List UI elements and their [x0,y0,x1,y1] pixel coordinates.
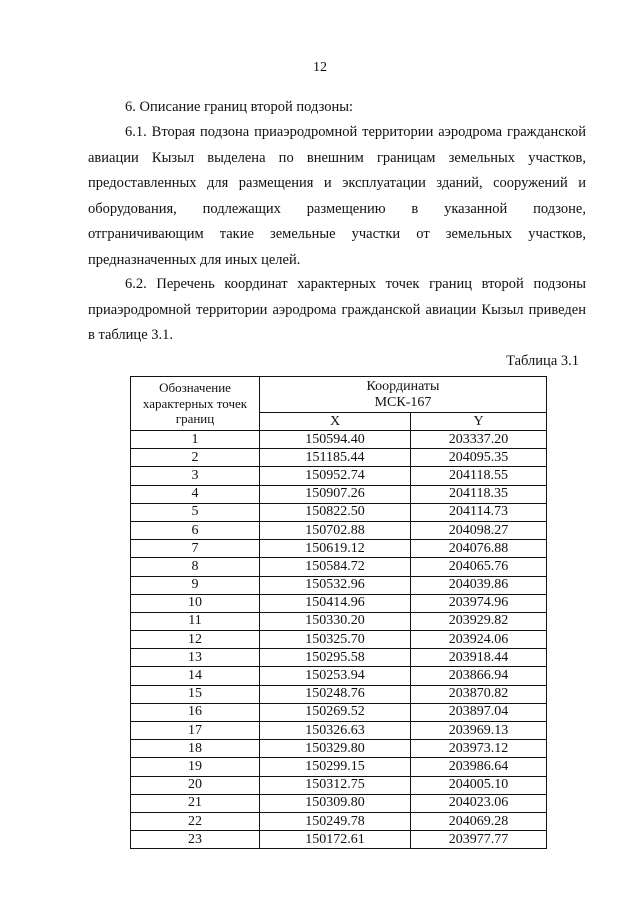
y-coordinate-cell: 203977.77 [411,831,547,849]
table-row [131,776,547,794]
y-coordinate-cell: 203870.82 [411,685,547,703]
header-y: Y [411,413,547,431]
x-coordinate-cell: 150329.80 [260,740,411,758]
x-coordinate-cell: 150312.75 [260,776,411,794]
x-coordinate-cell: 150253.94 [260,667,411,685]
point-number-cell: 3 [131,467,260,485]
x-coordinate-cell: 150172.61 [260,831,411,849]
table-caption: Таблица 3.1 [506,353,579,369]
y-coordinate-cell: 204039.86 [411,576,547,594]
table-row [131,703,547,721]
table-row [131,685,547,703]
y-coordinate-cell: 203986.64 [411,758,547,776]
point-number-cell: 9 [131,576,260,594]
y-coordinate-cell: 204065.76 [411,558,547,576]
point-number-cell: 21 [131,794,260,812]
table-row [131,576,547,594]
y-coordinate-cell: 204005.10 [411,776,547,794]
x-coordinate-cell: 150269.52 [260,703,411,721]
point-number-cell: 23 [131,831,260,849]
header-coordinates-label: Координаты [366,378,440,394]
table-row [131,612,547,630]
x-coordinate-cell: 150822.50 [260,503,411,521]
table-row [131,794,547,812]
y-coordinate-cell: 204098.27 [411,521,547,539]
point-number-cell: 13 [131,649,260,667]
header-designation: Обозначение характерных точек границ [131,377,260,431]
paragraph-6-1: 6.1. Вторая подзона приаэродромной территории аэродрома гражданской авиации Кызыл выделена по внешним границам земельных участков, предоставленных для размещения и эксплуатации зданий, сооружений и оборудования, подлежащих размещению в указанной подзоне, отграничивающим такие земельные участки от земельных участков, предназначенных для иных целей. [88,124,586,268]
y-coordinate-cell: 204118.55 [411,467,547,485]
y-coordinate-cell: 203866.94 [411,667,547,685]
point-number-cell: 15 [131,685,260,703]
point-number-cell: 5 [131,503,260,521]
x-coordinate-cell: 150248.76 [260,685,411,703]
table-body [131,431,547,849]
table-row [131,467,547,485]
x-coordinate-cell: 150532.96 [260,576,411,594]
point-number-cell: 1 [131,431,260,449]
y-coordinate-cell: 204114.73 [411,503,547,521]
y-coordinate-cell: 203974.96 [411,594,547,612]
table-row [131,449,547,467]
point-number-cell: 11 [131,612,260,630]
point-number-cell: 20 [131,776,260,794]
point-number-cell: 12 [131,631,260,649]
y-coordinate-cell: 203918.44 [411,649,547,667]
coordinates-table [130,376,547,849]
y-coordinate-cell: 204023.06 [411,794,547,812]
x-coordinate-cell: 150702.88 [260,521,411,539]
x-coordinate-cell: 150907.26 [260,485,411,503]
y-coordinate-cell: 204069.28 [411,812,547,830]
header-coordinates [260,377,547,413]
x-coordinate-cell: 150594.40 [260,431,411,449]
y-coordinate-cell: 203929.82 [411,612,547,630]
table-row [131,758,547,776]
point-number-cell: 8 [131,558,260,576]
y-coordinate-cell: 203337.20 [411,431,547,449]
point-number-cell: 18 [131,740,260,758]
x-coordinate-cell: 150414.96 [260,594,411,612]
x-coordinate-cell: 150619.12 [260,540,411,558]
table-row [131,558,547,576]
x-coordinate-cell: 150249.78 [260,812,411,830]
x-coordinate-cell: 150325.70 [260,631,411,649]
table-row [131,540,547,558]
point-number-cell: 16 [131,703,260,721]
table-row [131,521,547,539]
table-row [131,485,547,503]
point-number-cell: 17 [131,722,260,740]
page-number: 12 [313,60,327,75]
point-number-cell: 2 [131,449,260,467]
table-row [131,740,547,758]
table-row [131,649,547,667]
point-number-cell: 7 [131,540,260,558]
point-number-cell: 6 [131,521,260,539]
x-coordinate-cell: 150330.20 [260,612,411,630]
paragraph-6-2: 6.2. Перечень координат характерных точек границ второй подзоны приаэродромной территории аэродрома гражданской авиации Кызыл приведен в таблице 3.1. [88,276,586,343]
x-coordinate-cell: 151185.44 [260,449,411,467]
section-heading: 6. Описание границ второй подзоны: [125,99,353,115]
point-number-cell: 22 [131,812,260,830]
table-row [131,431,547,449]
x-coordinate-cell: 150295.58 [260,649,411,667]
header-x: X [260,413,411,431]
x-coordinate-cell: 150584.72 [260,558,411,576]
point-number-cell: 10 [131,594,260,612]
point-number-cell: 14 [131,667,260,685]
y-coordinate-cell: 203924.06 [411,631,547,649]
x-coordinate-cell: 150326.63 [260,722,411,740]
x-coordinate-cell: 150299.15 [260,758,411,776]
x-coordinate-cell: 150309.80 [260,794,411,812]
table-row [131,831,547,849]
header-coordinate-system: МСК-167 [374,394,432,410]
y-coordinate-cell: 204118.35 [411,485,547,503]
table-row [131,667,547,685]
x-coordinate-cell: 150952.74 [260,467,411,485]
point-number-cell: 19 [131,758,260,776]
y-coordinate-cell: 203973.12 [411,740,547,758]
table-row [131,631,547,649]
table-row [131,812,547,830]
table-row [131,594,547,612]
table-row [131,722,547,740]
table-row [131,503,547,521]
y-coordinate-cell: 204076.88 [411,540,547,558]
y-coordinate-cell: 203897.04 [411,703,547,721]
y-coordinate-cell: 204095.35 [411,449,547,467]
point-number-cell: 4 [131,485,260,503]
y-coordinate-cell: 203969.13 [411,722,547,740]
